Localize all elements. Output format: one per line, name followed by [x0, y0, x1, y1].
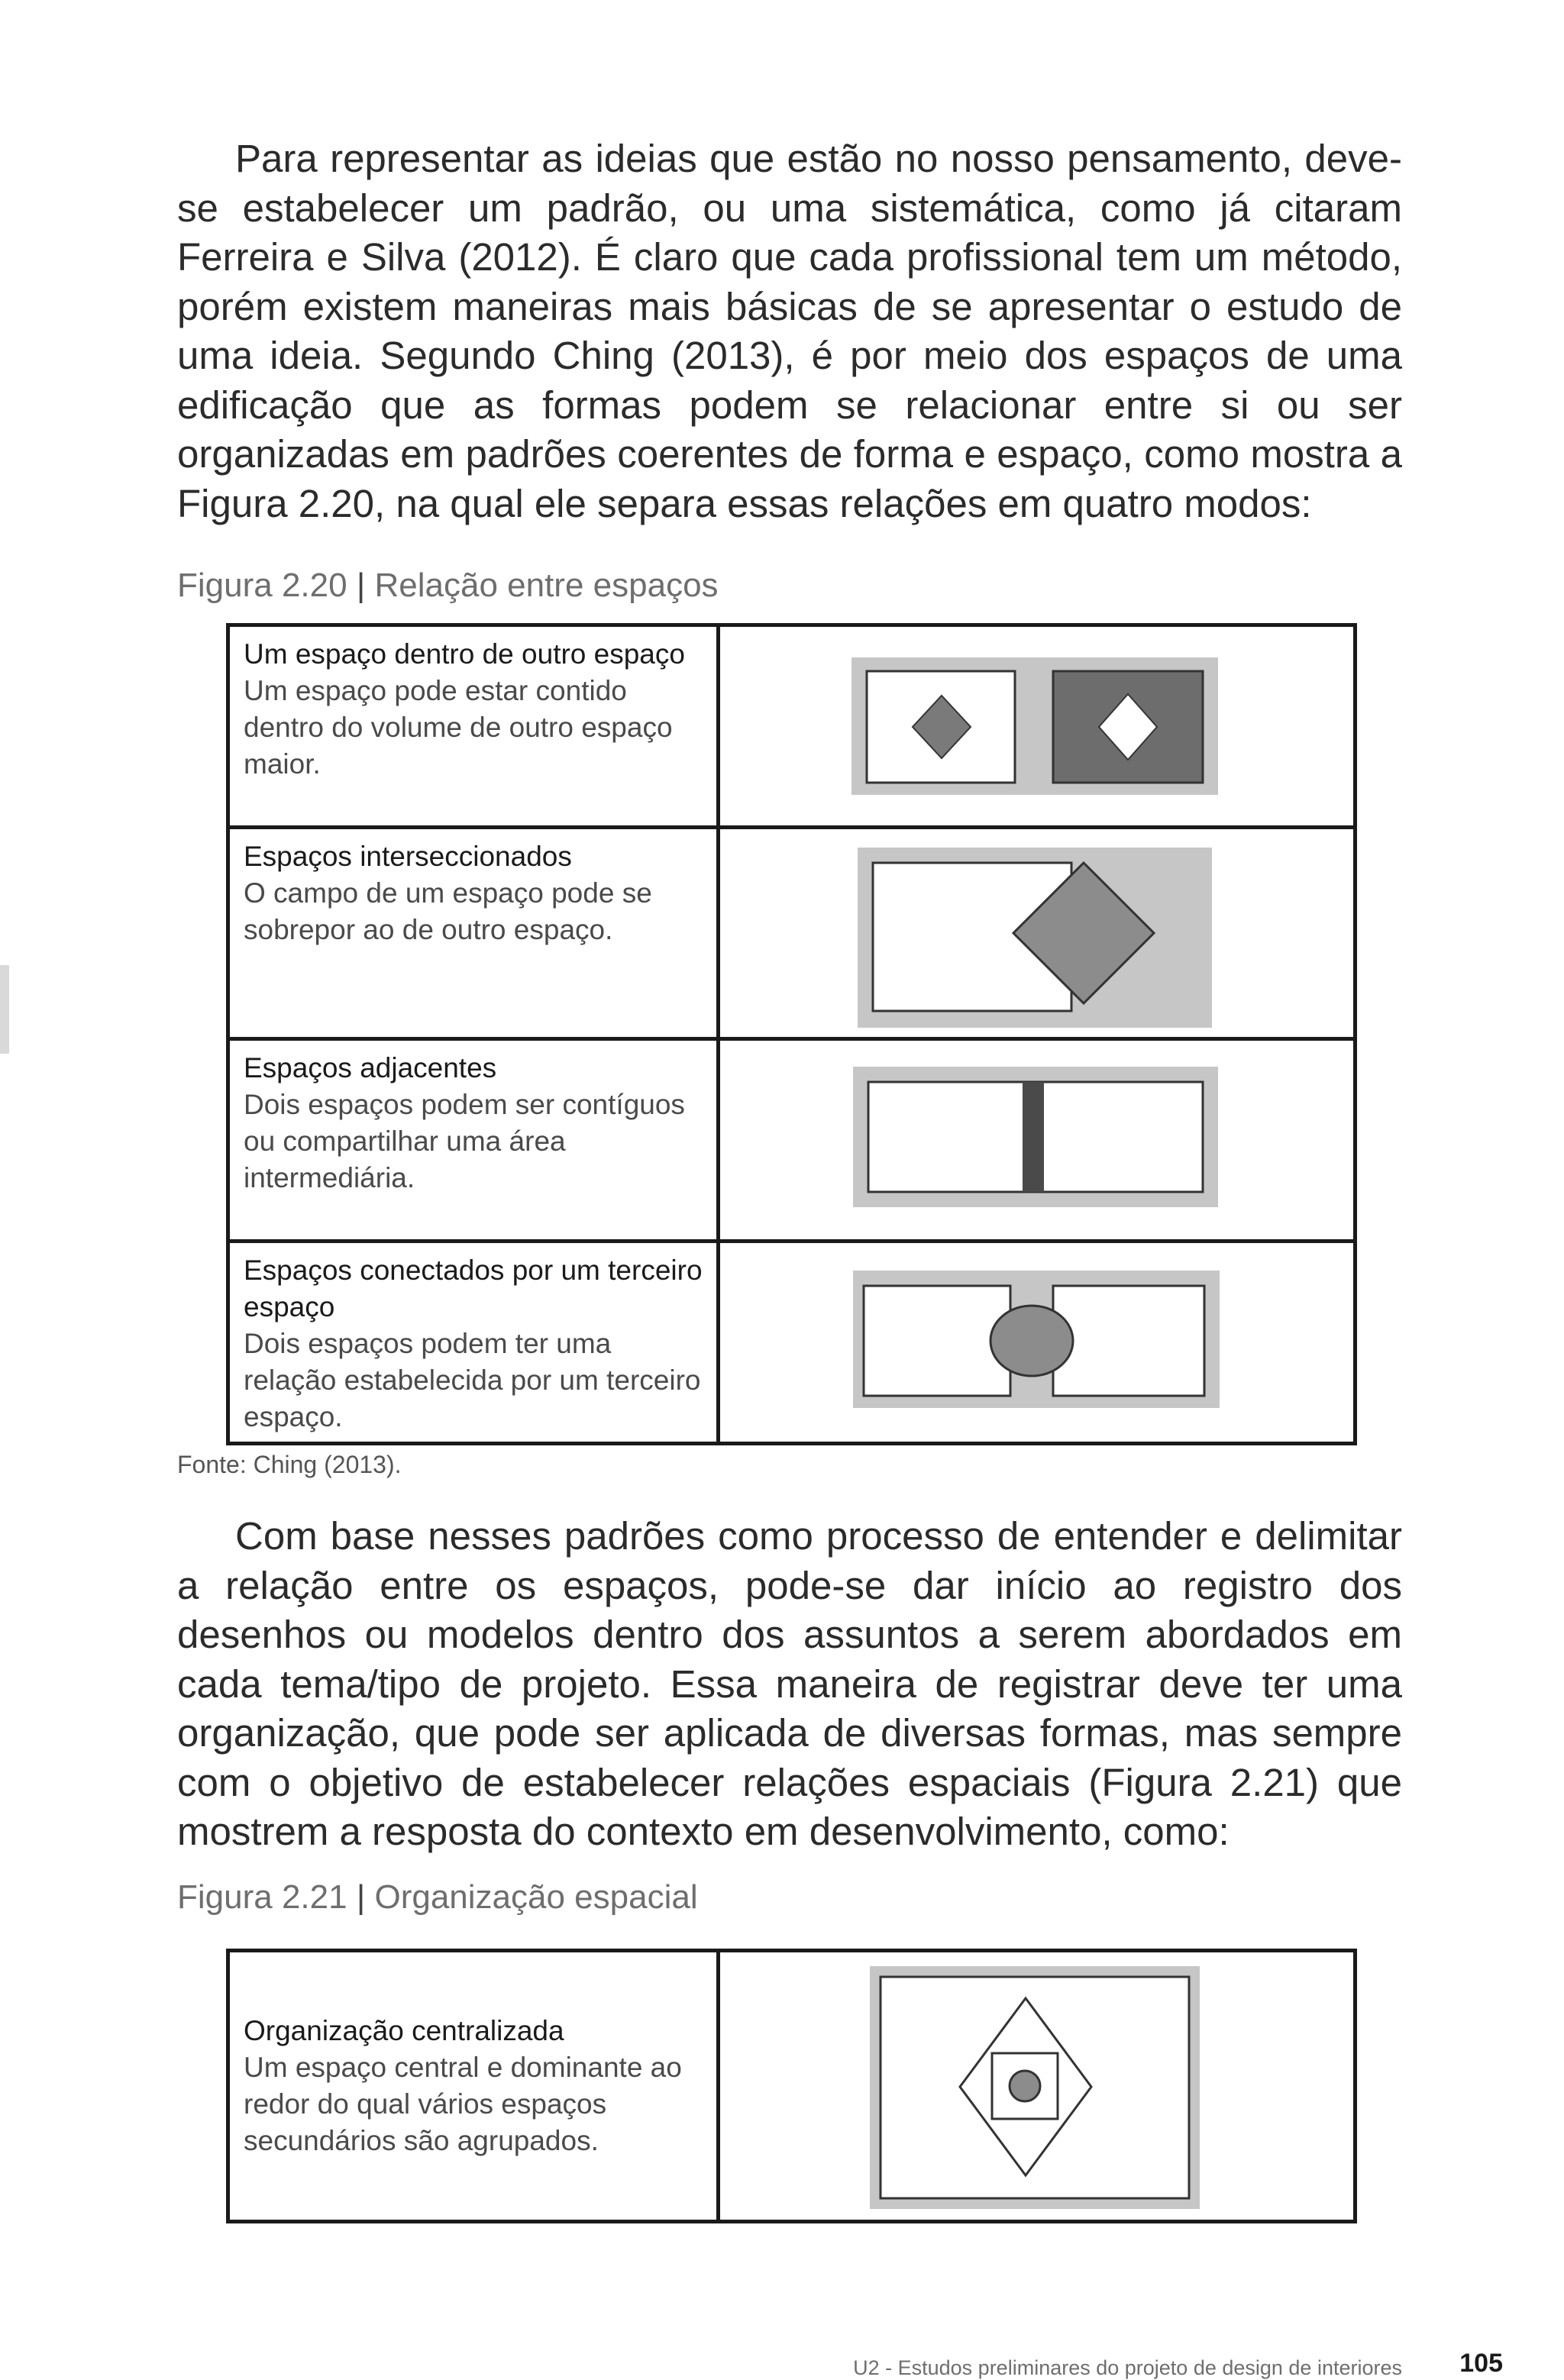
table-row	[228, 625, 1356, 828]
caption-separator: |	[356, 1878, 366, 1916]
row-illustration-cell	[719, 828, 1356, 1039]
table-row	[228, 1951, 1356, 2222]
body-paragraph-2: Com base nesses padrões como processo de entender e delimitar a relação entre os espaços, pode-se dar início ao registro dos desenhos ou modelos dentro dos assuntos a serem abordados em cada tema/tipo de projeto. Essa maneira de registrar deve ter uma organização, que pode ser aplicada de diversas formas, mas sempre com o objetivo de estabelecer relações espaciais (Figura 2.21) que mostrem a resposta do contexto em desenvolvimento, como:	[177, 1514, 1402, 1853]
row-title: Um espaço dentro de outro espaço	[244, 638, 685, 670]
figure-2-20-table	[226, 623, 1357, 1445]
figure-label: Figura 2.20	[177, 567, 347, 604]
row-illustration-cell	[719, 1039, 1356, 1242]
row-description: O campo de um espaço pode se sobrepor ao de outro espaço.	[244, 877, 652, 945]
connected-spaces-diagram	[720, 1243, 1357, 1442]
row-text-cell	[228, 625, 719, 828]
row-text-cell	[228, 1951, 719, 2222]
figure-source: Fonte: Ching (2013).	[177, 1451, 402, 1478]
row-illustration-cell	[719, 1242, 1356, 1444]
row-illustration-cell	[719, 1951, 1356, 2222]
row-title: Organização centralizada	[244, 2015, 564, 2046]
figure-title: Relação entre espaços	[374, 567, 719, 604]
table-row	[228, 828, 1356, 1039]
intersecting-spaces-diagram	[720, 829, 1357, 1037]
row-illustration-cell	[719, 625, 1356, 828]
row-description: Dois espaços podem ter uma relação estabelecida por um terceiro espaço.	[244, 1328, 701, 1432]
figure-2-21-caption	[177, 1878, 698, 1917]
body-paragraph-1: Para representar as ideias que estão no nosso pensamento, deve-se estabelecer um padrão, ou uma sistemática, como já citaram Ferreira e Silva (2012). É claro que cada profissional tem um método, porém existem maneiras mais básicas de se apresentar o estudo de uma ideia. Segundo Ching (2013), é por meio dos espaços de uma edificação que as formas podem se relacionar entre si ou ser organizadas em padrões coerentes de forma e espaço, como mostra a Figura 2.20, na qual ele separa essas relações em quatro modos:	[177, 137, 1402, 525]
caption-separator: |	[356, 567, 366, 604]
table-row	[228, 1039, 1356, 1242]
row-text-cell	[228, 828, 719, 1039]
adjacent-spaces-diagram	[720, 1041, 1357, 1239]
row-description: Um espaço central e dominante ao redor do qual vários espaços secundários são agrupados.	[244, 2052, 682, 2156]
figure-label: Figura 2.21	[177, 1878, 347, 1916]
table-row	[228, 1242, 1356, 1444]
running-title: U2 - Estudos preliminares do projeto de design de interiores	[853, 2356, 1402, 2379]
figure-2-20-caption	[177, 567, 719, 605]
centralized-organization-diagram	[720, 1952, 1357, 2220]
page-number: 105	[1459, 2349, 1503, 2378]
figure-title: Organização espacial	[374, 1878, 698, 1916]
space-within-space-diagram	[720, 627, 1357, 825]
row-title: Espaços adjacentes	[244, 1052, 497, 1083]
figure-2-21-table	[226, 1949, 1357, 2223]
row-title: Espaços conectados por um terceiro espaço	[244, 1255, 703, 1322]
row-description: Um espaço pode estar contido dentro do volume de outro espaço maior.	[244, 675, 673, 780]
row-description: Dois espaços podem ser contíguos ou compartilhar uma área intermediária.	[244, 1089, 685, 1193]
row-title: Espaços interseccionados	[244, 841, 572, 872]
page-edge-marker	[0, 965, 9, 1054]
row-text-cell	[228, 1242, 719, 1444]
row-text-cell	[228, 1039, 719, 1242]
